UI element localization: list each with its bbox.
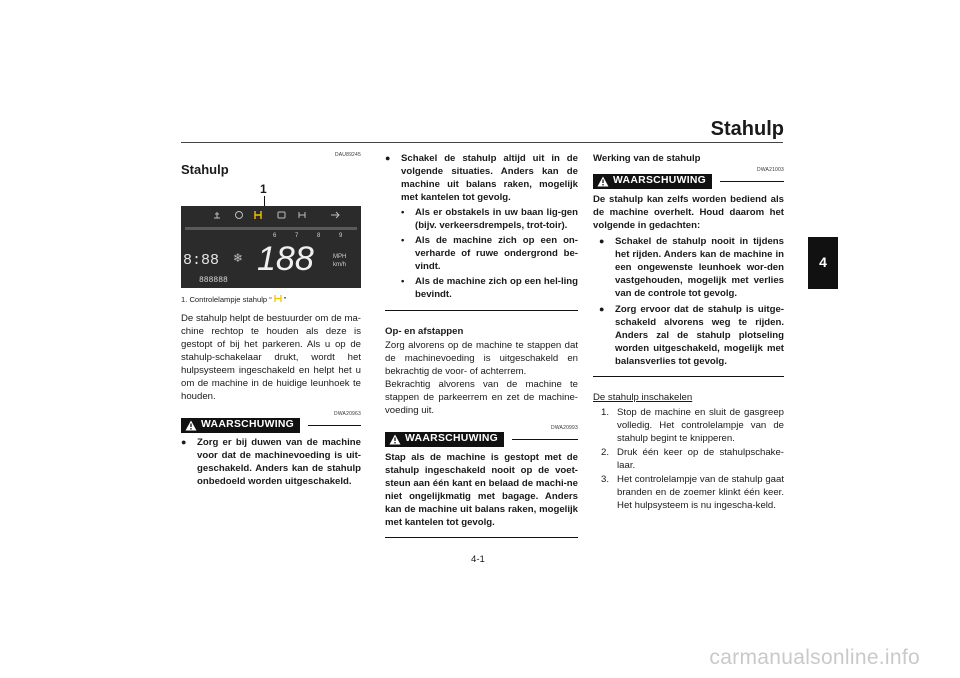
doc-code: DAU89245 xyxy=(334,152,361,158)
page-header-title: Stahulp xyxy=(710,118,784,140)
svg-text:7: 7 xyxy=(295,233,299,240)
warning-triangle-icon xyxy=(185,420,197,431)
warning-item: ● Schakel de stahulp nooit in tijdens het rijden. Anders kan de machine in een ongewenste leunhoek wor-den vastgehouden, mogelijk met verlies van de controle tot gevolg. xyxy=(599,235,784,300)
speed-display: 188 xyxy=(257,240,314,279)
warning-end-rule xyxy=(385,310,578,311)
snowflake-icon: ❄ xyxy=(233,251,244,266)
bullet-icon: ● xyxy=(181,436,187,447)
instrument-panel-drawing xyxy=(181,206,361,288)
page-number: 4-1 xyxy=(471,554,485,565)
warning-code: DWA20963 xyxy=(334,411,361,418)
warning-text: Stap als de machine is gestopt met de stahulp ingeschakeld nooit op de voet-steun aan één kant en belaad de machi-ne niet ongelijkmatig met bagage. Anders kan de machine uit balans raken, mogelijk met kantelen tot gevolg. xyxy=(385,451,578,528)
chapter-tab: 4 xyxy=(808,237,838,289)
figure-caption: 1. Controlelampje stahulp “ ” xyxy=(181,295,287,305)
step-item: 3. Het controlelampje van de stahulp gaat branden en de zoemer klinkt één keer. Het hulpsysteem is nu ingescha-keld. xyxy=(601,473,784,511)
sub-bullet-icon: • xyxy=(401,207,405,219)
warning-triangle-icon xyxy=(597,176,609,187)
dashboard-figure xyxy=(181,184,361,288)
warning-badge: WAARSCHUWING xyxy=(593,174,712,189)
svg-text:6: 6 xyxy=(273,233,277,240)
stand-assist-icon xyxy=(272,294,284,303)
warning-box-2 xyxy=(385,425,578,538)
warning-box-3 xyxy=(593,167,784,377)
warning-subitem: • Als er obstakels in uw baan lig-gen (bijv. verkeersdrempels, trot-toir). xyxy=(401,207,578,232)
column-2 xyxy=(385,152,578,538)
warning-item: ● Zorg ervoor dat de stahulp is uitge-schakeld alvorens weg te rijden. Anders zal de stahulp plotseling worden uitgeschakeld, mogelijk met balansverlies tot gevolg. xyxy=(599,304,784,368)
warning-intro: De stahulp kan zelfs worden bediend als de machine overhelt. Houd daarom het volgende in gedachten: xyxy=(593,193,784,231)
header-rule xyxy=(181,142,783,143)
warning-badge: WAARSCHUWING xyxy=(181,418,300,433)
subheading-operation: Werking van de stahulp xyxy=(593,153,701,164)
warning-box-1 xyxy=(181,411,361,488)
subheading-mount: Op- en afstappen xyxy=(385,325,464,337)
warning-rule xyxy=(720,181,784,182)
svg-text:9: 9 xyxy=(339,233,343,240)
warning-end-rule xyxy=(385,537,578,538)
unit-kmh: km/h xyxy=(333,262,347,269)
odometer-display: 888888 xyxy=(199,276,228,286)
warning-continued-item: ● Schakel de stahulp altijd uit in de volgende situaties. Anders kan de machine uit balans raken, mogelijk met kantelen tot gevolg. xyxy=(385,153,578,204)
paragraph-mount: Zorg alvorens op de machine te stappen dat de machinevoeding is uitgeschakeld en bekrachtig de voor- of achterrem. xyxy=(385,339,578,377)
column-1 xyxy=(181,152,361,488)
sub-bullet-icon: • xyxy=(401,276,405,288)
warning-badge: WAARSCHUWING xyxy=(385,432,504,447)
column-3 xyxy=(593,152,784,512)
sub-bullet-icon: • xyxy=(401,235,405,247)
step-item: 2. Druk één keer op de stahulpschake-laar. xyxy=(601,446,784,471)
callout-number: 1 xyxy=(260,182,267,197)
section-title: Stahulp xyxy=(181,161,229,177)
warning-subitem: • Als de machine zich op een on-verharde of ruwe ondergrond be-vindt. xyxy=(401,235,578,273)
intro-paragraph: De stahulp helpt de bestuurder om de ma-chine rechtop te houden als deze is gestopt of bij het parkeren. Als u op de stahulp-schakelaar drukt, wordt het hulpsysteem ingeschakeld en helpt het u om de machine in de huidige leunhoek te houden. xyxy=(181,312,361,403)
paragraph-dismount: Bekrachtig alvorens van de machine te stappen de parkeerrem en zet de machine-voeding uit. xyxy=(385,378,578,416)
warning-triangle-icon xyxy=(389,434,401,445)
warning-subitem: • Als de machine zich op een hel-ling bevindt. xyxy=(401,276,578,301)
unit-mph: MPH xyxy=(333,254,347,261)
warning-code: DWA20993 xyxy=(551,424,578,431)
svg-text:8: 8 xyxy=(317,233,321,240)
warning-rule xyxy=(512,439,578,440)
watermark: carmanualsonline.info xyxy=(709,646,920,669)
instrument-panel-image xyxy=(181,206,361,288)
warning-rule xyxy=(308,425,361,426)
warning-code: DWA21003 xyxy=(757,167,784,174)
bullet-icon: ● xyxy=(599,304,605,315)
step-item: 1. Stop de machine en sluit de gasgreep volledig. Het controlelampje van de stahulp begint te knipperen. xyxy=(601,406,784,444)
bullet-icon: ● xyxy=(599,235,605,246)
clock-display: 8:88 xyxy=(183,252,220,270)
bullet-icon: ● xyxy=(385,153,391,163)
callout-line xyxy=(264,196,265,206)
subheading-enable: De stahulp inschakelen xyxy=(593,392,693,404)
warning-end-rule xyxy=(593,376,784,377)
warning-item: ● Zorg er bij duwen van de machine voor dat de machinevoeding is uit-geschakeld. Anders kan de stahulp onbedoeld worden uitgeschakeld. xyxy=(181,436,361,488)
